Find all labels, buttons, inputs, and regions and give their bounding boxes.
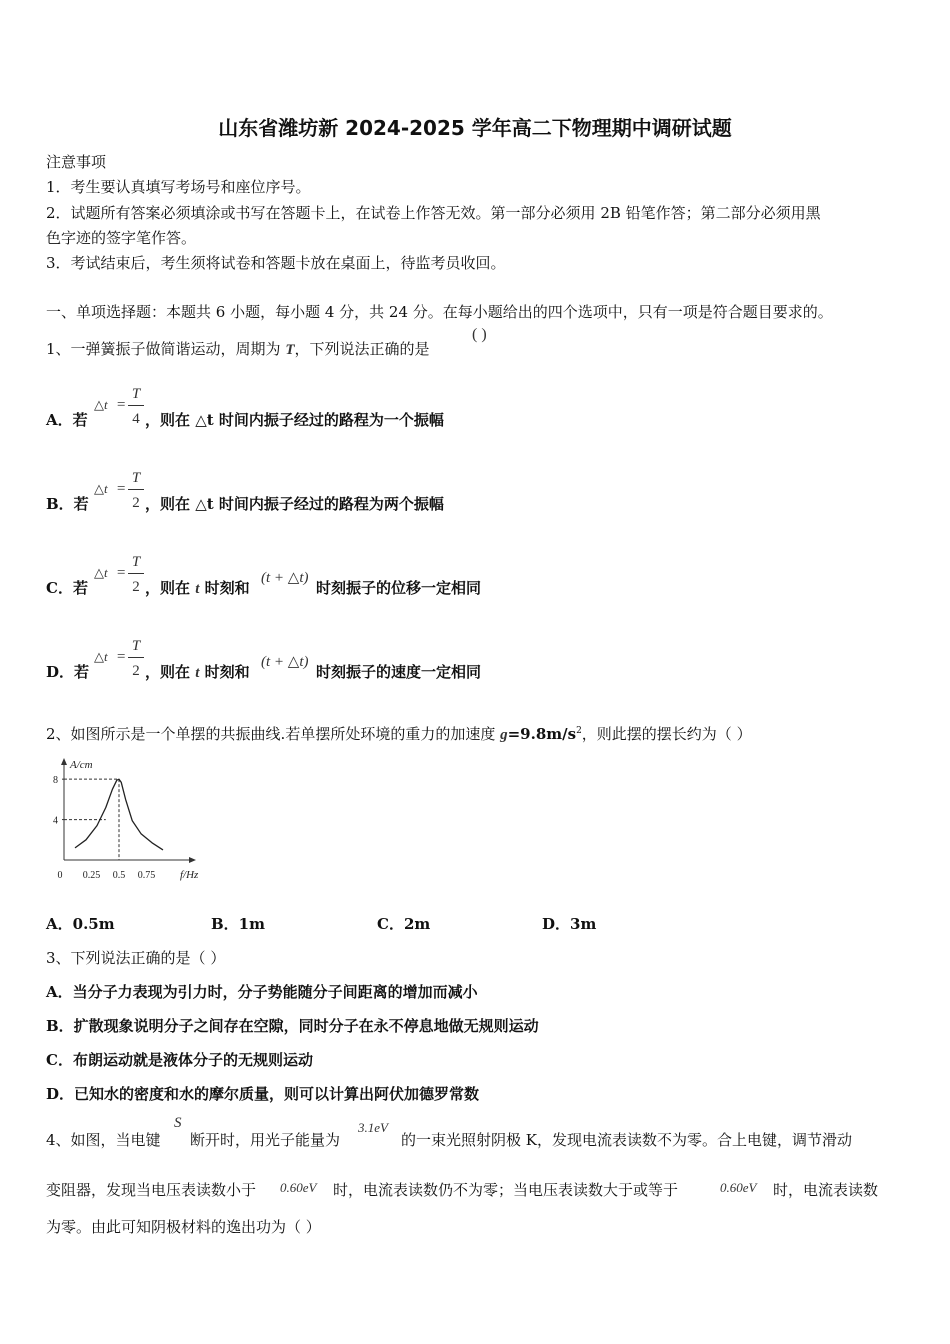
fraction-denominator: 4 [132, 411, 140, 427]
q1-option-c-text: ，则在 t 时刻和 [145, 579, 250, 597]
fraction-denominator: 2 [132, 663, 140, 679]
x-tick-label: 0.5 [112, 870, 126, 881]
answer-paren: ( ) [472, 326, 487, 343]
q2-option-a: A．0.5m [46, 915, 115, 933]
fraction-numerator: T [131, 386, 141, 402]
notice-item: 1．考生要认真填写考场号和座位序号。 [46, 178, 311, 196]
x-axis-label: f/Hz [180, 869, 199, 881]
q4-text-c: 的一束光照射阴极 K，发现电流表读数不为零。合上电键，调节滑动 [401, 1131, 852, 1149]
time-expression: (t + △t) [261, 570, 309, 586]
q4-text-b: 断开时，用光子能量为 [190, 1131, 341, 1149]
switch-symbol: S [174, 1115, 182, 1131]
y-tick-label: 8 [53, 775, 58, 787]
q3-option-b: B．扩散现象说明分子之间存在空隙，同时分子在永不停息地做无规则运动 [46, 1017, 539, 1035]
voltage-value-2: 0.60eV [720, 1180, 757, 1195]
y-axis-arrow [61, 758, 67, 765]
equals-sign: = [116, 397, 127, 413]
q4-text-e: 时，电流表读数仍不为零；当电压表读数大于或等于 [333, 1181, 679, 1199]
q1-option-d-label: D．若 [46, 663, 90, 681]
q1-option-c-label: C．若 [46, 579, 88, 597]
photon-energy: 3.1eV [358, 1120, 388, 1135]
fraction-bar [128, 657, 144, 658]
q3-option-c: C．布朗运动就是液体分子的无规则运动 [46, 1051, 313, 1069]
x-tick-label: 0.25 [82, 870, 101, 881]
page-title: 山东省潍坊新 2024-2025 学年高二下物理期中调研试题 [218, 116, 732, 140]
notice-item: 2．试题所有答案必须填涂或书写在答题卡上，在试卷上作答无效。第一部分必须用 2B 铅笔作答；第二部分必须用黑 [46, 204, 821, 222]
equals-sign: = [116, 565, 127, 581]
delta-t: △t [94, 565, 108, 580]
q1-option-a-label: A．若 [46, 411, 88, 429]
equals-sign: = [116, 649, 127, 665]
q3-option-a: A．当分子力表现为引力时，分子势能随分子间距离的增加而减小 [46, 983, 478, 1001]
chart-layer [53, 758, 199, 881]
fraction-bar [128, 489, 144, 490]
q4-text-d: 变阻器，发现当电压表读数小于 [46, 1181, 257, 1199]
q2-option-d: D．3m [542, 915, 597, 933]
q2-option-b: B．1m [211, 915, 265, 933]
q4-text-g: 为零。由此可知阴极材料的逸出功为（ ） [46, 1218, 321, 1236]
fraction-denominator: 2 [132, 579, 140, 595]
q4-text-f: 时，电流表读数 [773, 1181, 879, 1199]
y-axis-label: A/cm [70, 759, 93, 771]
q1-option-d-text: ，则在 t 时刻和 [145, 663, 250, 681]
q1-option-b-label: B．若 [46, 495, 89, 513]
delta-t: △t [94, 397, 108, 412]
fraction-numerator: T [131, 554, 141, 570]
fraction-bar [128, 573, 144, 574]
section-heading: 一、单项选择题：本题共 6 小题，每小题 4 分，共 24 分。在每小题给出的四个选项中，只有一项是符合题目要求的。 [46, 303, 833, 321]
equals-sign: = [116, 481, 127, 497]
delta-t: △t [94, 649, 108, 664]
time-expression: (t + △t) [261, 654, 309, 670]
fraction-numerator: T [131, 638, 141, 654]
q3-option-d: D．已知水的密度和水的摩尔质量，则可以计算出阿伏加德罗常数 [46, 1085, 480, 1103]
fraction-bar [128, 405, 144, 406]
notice-heading: 注意事项 [46, 153, 107, 171]
fraction-numerator: T [131, 470, 141, 486]
x-axis-arrow [189, 857, 196, 863]
delta-t: △t [94, 481, 108, 496]
notice-item: 色字迹的签字笔作答。 [46, 229, 197, 247]
q1-option-b-text: ，则在 △t 时间内振子经过的路程为两个振幅 [145, 495, 444, 513]
q4-text-a: 4、如图，当电键 [46, 1131, 161, 1149]
q2-option-c: C．2m [377, 915, 431, 933]
q1-option-d-text-end: 时刻振子的速度一定相同 [316, 663, 482, 681]
voltage-value-1: 0.60eV [280, 1180, 317, 1195]
q1-option-c-text-end: 时刻振子的位移一定相同 [316, 579, 482, 597]
notice-item: 3．考试结束后，考生须将试卷和答题卡放在桌面上，待监考员收回。 [46, 254, 506, 272]
question-1-stem: 1、一弹簧振子做简谐运动，周期为 T，下列说法正确的是 [46, 340, 430, 358]
y-tick-label: 4 [53, 815, 58, 827]
fraction-denominator: 2 [132, 495, 140, 511]
x-tick-label: 0 [57, 870, 63, 881]
question-2-stem: 2、如图所示是一个单摆的共振曲线.若单摆所处环境的重力的加速度 $g=9.8m/s^2$，则此摆的摆长约为（ ） [46, 725, 752, 743]
q1-option-a-text: ，则在 △t 时间内振子经过的路程为一个振幅 [145, 411, 444, 429]
x-tick-label: 0.75 [137, 870, 156, 881]
question-3-stem: 3、下列说法正确的是（ ） [46, 949, 226, 967]
resonance-chart [44, 752, 214, 882]
